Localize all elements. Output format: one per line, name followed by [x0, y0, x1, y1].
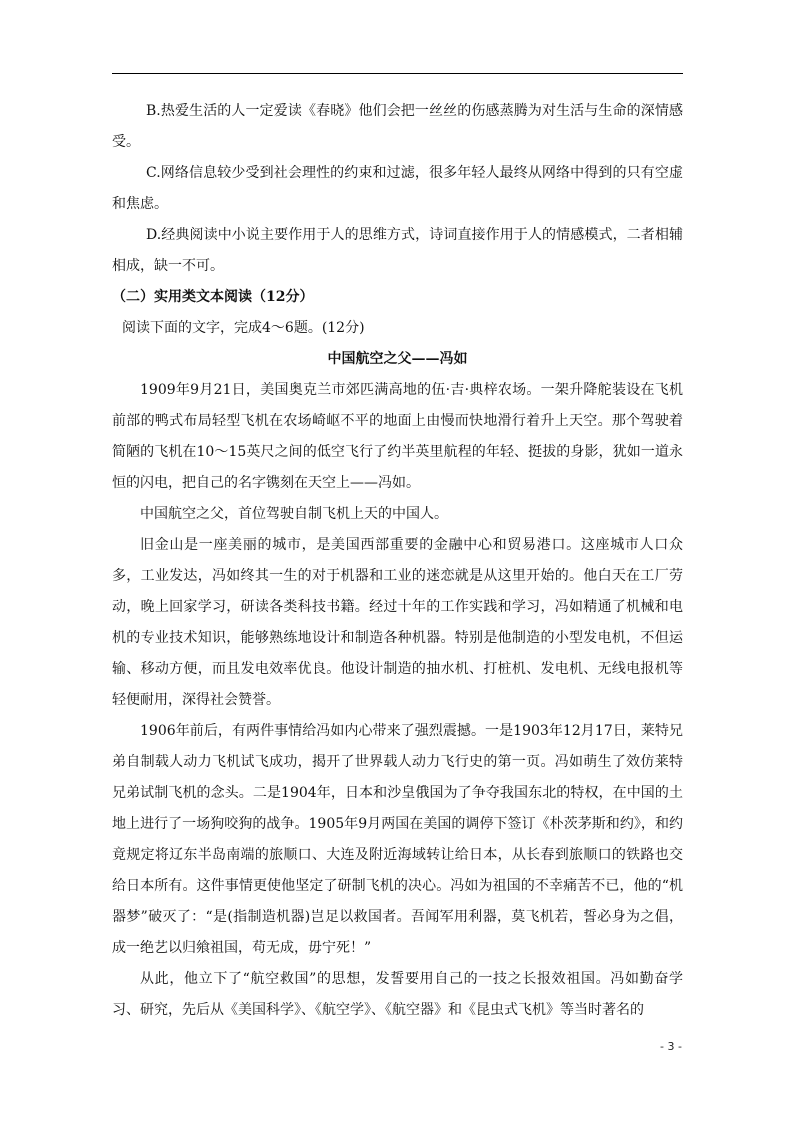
section-heading: （二）实用类文本阅读（12分） [112, 289, 314, 305]
page-number: - 3 - [660, 1040, 682, 1053]
document-body [112, 96, 683, 1026]
option-c: C.网络信息较少受到社会理性的约束和过滤，很多年轻人最终从网络中得到的只有空虚和焦虑。 [112, 165, 683, 212]
header-rule [112, 73, 683, 74]
article-paragraph: 中国航空之父，首位驾驶自制飞机上天的中国人。 [140, 506, 448, 522]
option-b: B.热爱生活的人一定爱读《春晓》他们会把一丝丝的伤感蒸腾为对生活与生命的深情感受。 [112, 103, 683, 150]
article-paragraph: 从此，他立下了“航空救国”的思想，发誓要用自己的一技之长报效祖国。冯如勤奋学习、研究，先后从《美国科学》、《航空学》、《航空器》和《昆虫式飞机》等当时著名的 [112, 971, 683, 1018]
reading-instruction: 阅读下面的文字，完成4～6题。(12分) [122, 320, 365, 336]
article-paragraph: 1906年前后，有两件事情给冯如内心带来了强烈震撼。一是1903年12月17日，莱特兄弟自制载人动力飞机试飞成功，揭开了世界载人动力飞行史的第一页。冯如萌生了效仿莱特兄弟试制飞机的念头。二是1904年，日本和沙皇俄国为了争夺我国东北的特权，在中国的土地上进行了一场狗咬狗的战争。1905年9月两国在美国的调停下签订《朴茨茅斯和约》，和约竟规定将辽东半岛南端的旅顺口、大连及附近海域转让给日本，从长春到旅顺口的铁路也交给日本所有。这件事情更使他坚定了研制飞机的决心。冯如为祖国的不幸痛苦不已，他的“机器梦”破灭了：“是(指制造机器)岂足以救国者。吾闻军用利器，莫飞机若，誓必身为之倡，成一绝艺以归飨祖国，苟无成，毋宁死！” [112, 723, 683, 956]
option-d: D.经典阅读中小说主要作用于人的思维方式，诗词直接作用于人的情感模式，二者相辅相成，缺一不可。 [112, 227, 683, 274]
article-paragraph: 旧金山是一座美丽的城市，是美国西部重要的金融中心和贸易港口。这座城市人口众多，工业发达，冯如终其一生的对于机器和工业的迷恋就是从这里开始的。他白天在工厂劳动，晚上回家学习，研读各类科技书籍。经过十年的工作实践和学习，冯如精通了机械和电机的专业技术知识，能够熟练地设计和制造各种机器。特别是他制造的小型发电机，不但运输、移动方便，而且发电效率优良。他设计制造的抽水机、打桩机、发电机、无线电报机等轻便耐用，深得社会赞誉。 [112, 537, 683, 708]
article-title: 中国航空之父——冯如 [327, 351, 468, 367]
article-paragraph: 1909年9月21日，美国奥克兰市郊匹满高地的伍·吉·典梓农场。一架升降舵装设在飞机前部的鸭式布局轻型飞机在农场崎岖不平的地面上由慢而快地滑行着升上天空。那个驾驶着简陋的飞机在10～15英尺之间的低空飞行了约半英里航程的年轻、挺拔的身影，犹如一道永恒的闪电，把自己的名字镌刻在天空上——冯如。 [112, 382, 683, 491]
